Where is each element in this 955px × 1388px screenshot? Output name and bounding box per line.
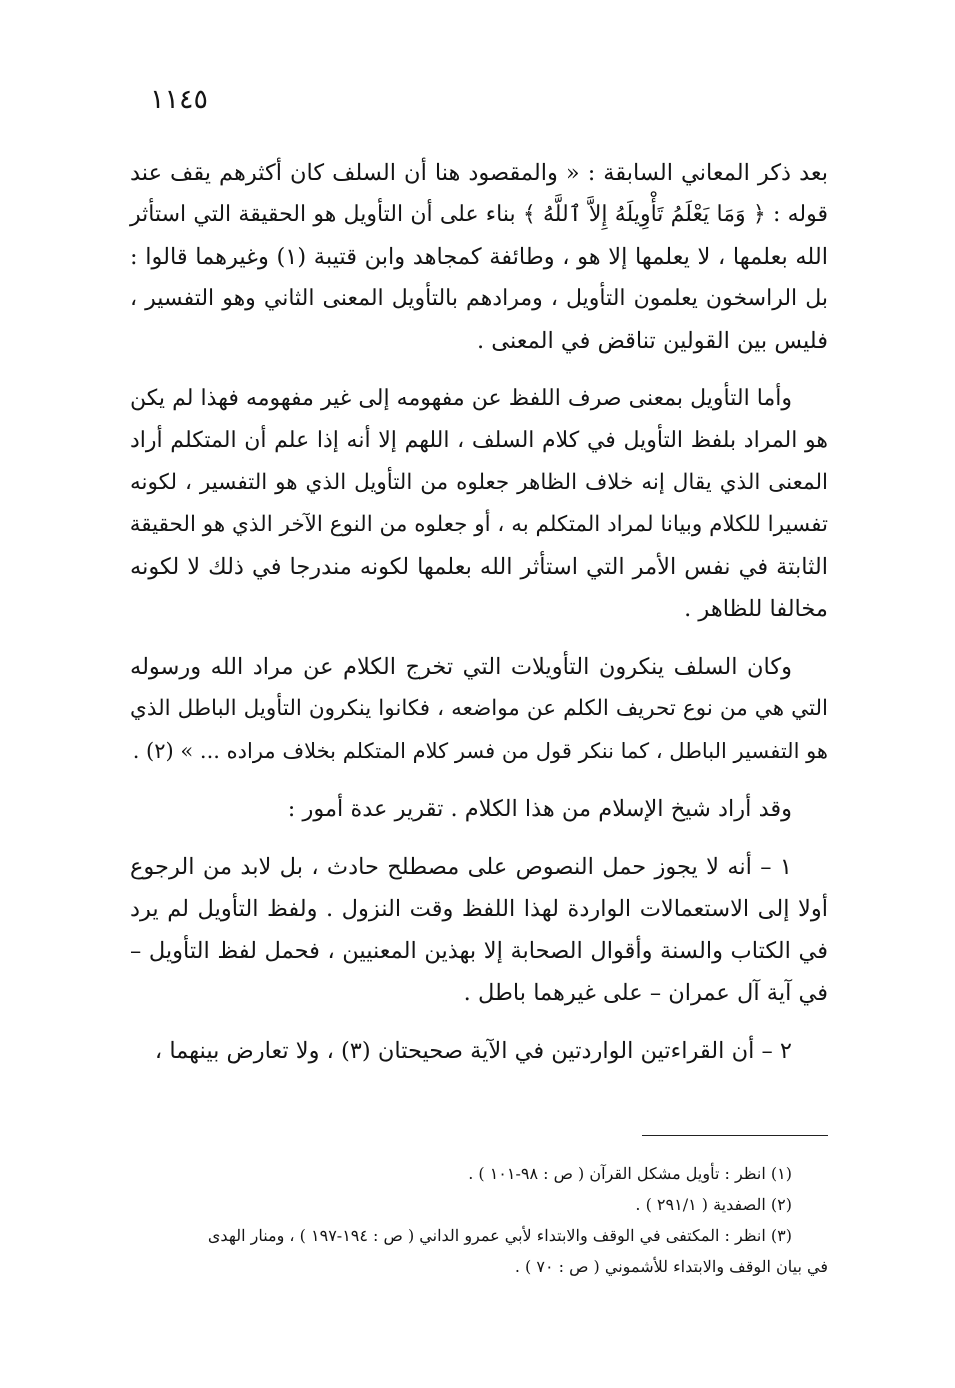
text-line: في آية آل عمران – على غيرهما باطل . [463,980,828,1006]
footnote-separator [642,1135,828,1136]
text-line: تفسيرا للكلام وبيانا لمراد المتكلم به ، أو جعلوه من النوع الآخر الذي هو الحقيقة [129,512,828,537]
text-line: قوله : ﴿ وَمَا يَعْلَمُ تَأْوِيلَهُ إِلاَّ ٱللَّهُ ﴾ بناء على أن التأويل هو الحقيقة التي استأثر [130,202,828,227]
text-line: وكان السلف ينكرون التأويلات التي تخرج الكلام عن مراد الله ورسوله [130,654,792,680]
paragraph-4 [130,788,828,830]
footnote-2: (٢) الصفدية ( ٢٩١/١ ) . [635,1195,792,1214]
text-line: مخالفا للظاهر . [684,596,828,622]
paragraph-5-point-1 [130,846,828,1014]
text-line: ١ – أنه لا يجوز حمل النصوص على مصطلح حادث ، بل لابد من الرجوع [130,854,792,880]
text-line: المعنى الذي يقال إنه خلاف الظاهر جعلوه من التأويل الذي هو التفسير ، لكونه [130,470,828,495]
paragraph-3 [130,646,828,772]
text-line: فليس بين القولين تناقض في المعنى . [476,328,828,354]
paragraph-6-point-2 [130,1030,828,1072]
footnote-1: (١) انظر : تأويل مشكل القرآن ( ص : ٩٨-١٠١ ) . [468,1164,792,1183]
text-line: الثابتة في نفس الأمر التي استأثر الله بعلمها لكونه مندرجا في ذلك لا لكونه [130,554,828,580]
footnotes [130,1158,828,1282]
text-line: بل الراسخون يعلمون التأويل ، ومرادهم بالتأويل المعنى الثاني وهو التفسير ، [130,286,828,311]
paragraph-2 [130,378,828,630]
paragraph-1 [130,152,828,362]
text-line: وأما التأويل بمعنى صرف اللفظ عن مفهومه إلى غير مفهومه فهذا لم يكن [130,386,792,411]
text-line: هو المراد بلفظ التأويل في كلام السلف ، اللهم إلا أنه إذا علم أن المتكلم أراد [130,428,828,453]
text-line: هو التفسير الباطل ، كما ننكر قول من فسر كلام المتكلم بخلاف مراده ... » (٢) . [132,739,828,763]
text-line: في الكتاب والسنة وأقوال الصحابة إلا بهذين المعنيين ، فحمل لفظ التأويل – [130,938,828,964]
footnote-3-continued: في بيان الوقف والابتداء للأشموني ( ص : ٧٠ ) . [514,1257,828,1276]
main-text [130,152,828,1088]
text-line: أولا إلى الاستعمالات الواردة لهذا اللفظ وقت النزول . ولفظ التأويل لم يرد [130,896,828,922]
text-line: بعد ذكر المعاني السابقة : « والمقصود هنا أن السلف كان أكثرهم يقف عند [130,160,828,186]
page-number: ١١٤٥ [150,84,209,115]
text-line: وقد أراد شيخ الإسلام من هذا الكلام . تقرير عدة أمور : [287,796,792,822]
text-line: التي هي من نوع تحريف الكلم عن مواضعه ، فكانوا ينكرون التأويل الباطل الذي [130,696,828,721]
text-line: ٢ – أن القراءتين الواردتين في الآية صحيحتان (٣) ، ولا تعارض بينهما ، [154,1038,792,1064]
footnote-3: (٣) انظر : المكتفى في الوقف والابتداء لأبي عمرو الداني ( ص : ١٩٤-١٩٧ ) ، ومنار الهدى [207,1226,792,1245]
text-line: الله بعلمها ، لا يعلمها إلا هو ، وطائفة كمجاهد وابن قتيبة (١) وغيرهما قالوا : [130,244,828,270]
